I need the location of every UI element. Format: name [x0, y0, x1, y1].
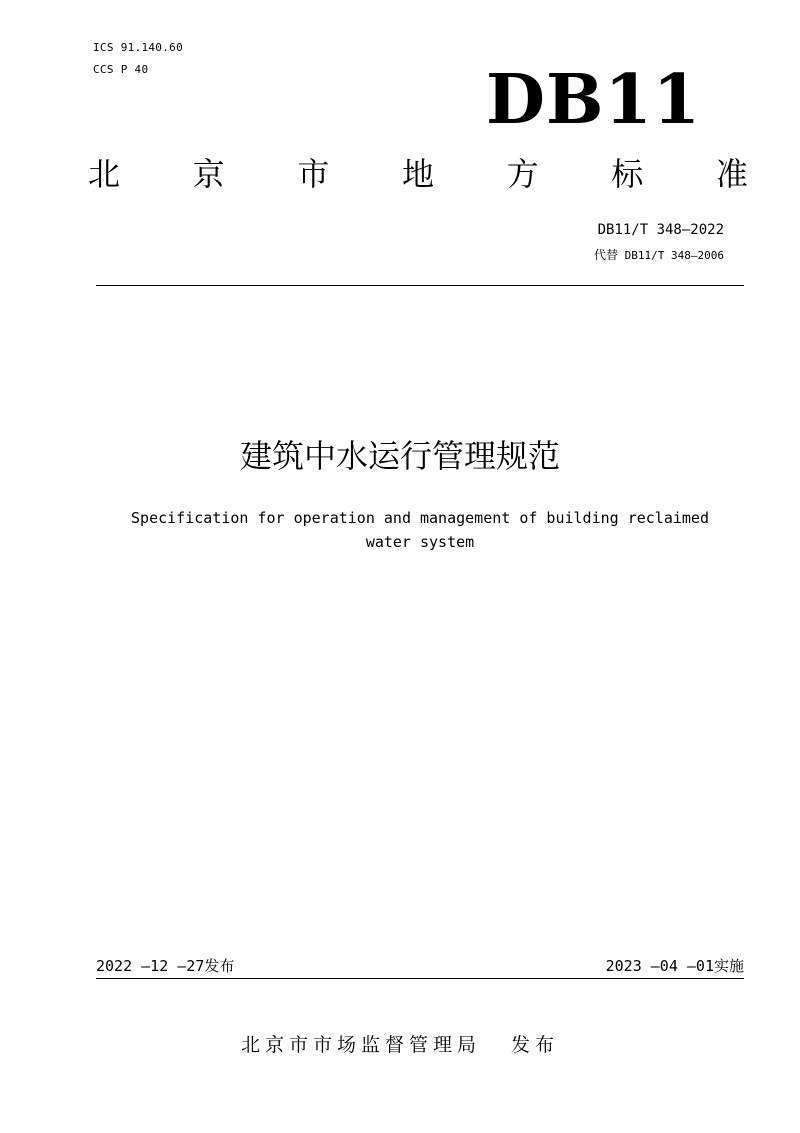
standard-type-char: 方	[506, 155, 539, 193]
implement-date: 2023 —04 —01	[605, 957, 714, 975]
publisher-action: 发布	[511, 1034, 560, 1056]
standard-type-char: 标	[611, 155, 644, 193]
standard-type-char: 准	[715, 155, 748, 193]
document-title-cn: 建筑中水运行管理规范	[239, 437, 560, 475]
standard-type-char: 京	[192, 155, 225, 193]
issue-label: 发布	[204, 957, 235, 975]
standard-code: DB11/T 348—2022	[597, 222, 724, 238]
document-title-en: Specification for operation and management of building reclaimed water system	[131, 509, 709, 551]
standard-type-char: 市	[297, 155, 330, 193]
standard-type-heading	[88, 152, 748, 196]
db-logo: DB11	[486, 60, 702, 140]
footer-divider	[96, 978, 744, 979]
standard-type-char: 北	[88, 155, 121, 193]
issue-date: 2022 —12 —27	[96, 957, 205, 975]
implement-date-line	[606, 955, 744, 977]
issue-date-line	[96, 955, 234, 977]
ics-code: ICS 91.140.60	[93, 41, 183, 54]
standard-type-char: 地	[401, 155, 434, 193]
publisher-name: 北京市市场监督管理局	[240, 1034, 481, 1056]
replaces-code: DB11/T 348—2006	[624, 249, 724, 262]
replaces-line	[594, 246, 724, 263]
publisher-line	[0, 1030, 800, 1060]
implement-label: 实施	[713, 957, 744, 975]
replaces-label: 代替	[594, 248, 619, 262]
header-divider	[96, 285, 744, 286]
ccs-code: CCS P 40	[93, 63, 149, 76]
